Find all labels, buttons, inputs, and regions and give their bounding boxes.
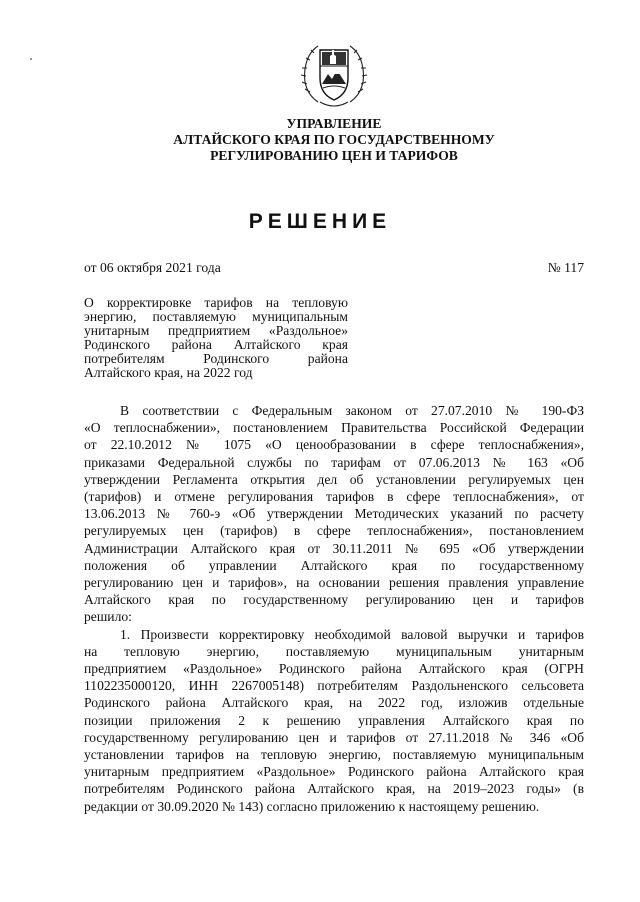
- body-line: унитарным предприятием «Раздольное» Родинского района Алтайского края: [84, 764, 584, 780]
- body-line: «О теплоснабжении», постановлением Правительства Российской Федерации: [84, 420, 584, 436]
- body-line: потребителям Родинского района Алтайского края, на 2019–2023 годы» (в: [84, 781, 584, 797]
- body-line: Алтайского края по государственному регулированию цен и тарифов: [84, 592, 584, 608]
- date-number-line: [84, 260, 584, 276]
- body-line: положения об управлении Алтайского края по государственному: [84, 557, 584, 573]
- document-date: от 06 октября 2021 года: [84, 260, 221, 275]
- document-subject: [84, 296, 348, 380]
- body-line: решило:: [84, 609, 132, 625]
- subject-line: унитарным предприятием «Раздольное»: [84, 323, 348, 338]
- body-line: приказами Федеральной службы по тарифам от 07.06.2013 № 163 «Об: [84, 454, 584, 470]
- body-line: Родинского района Алтайского края, на 2022 год, изложив отдельные: [84, 695, 584, 711]
- body-line: государственному регулированию цен и тарифов от 27.11.2018 № 346 «Об: [84, 729, 584, 745]
- body-line: Администрации Алтайского края от 30.11.2011 № 695 «Об утверждении: [84, 540, 584, 556]
- body-line: регулируемых цен (тарифов) в сфере теплоснабжения», постановлением: [84, 523, 584, 539]
- body-line: позиции приложения 2 к решению управления Алтайского края по: [84, 712, 584, 728]
- scan-speck: [30, 58, 32, 60]
- body-line: на тепловую энергию, поставляемую муниципальным унитарным: [84, 643, 584, 659]
- issuing-authority: [0, 116, 640, 164]
- body-line: редакции от 30.09.2020 № 143) согласно приложению к настоящему решению.: [84, 798, 540, 814]
- body-line: от 22.10.2012 № 1075 «О ценообразовании в сфере теплоснабжения»,: [84, 437, 584, 453]
- body-line: 1102235000120, ИНН 2267005148) потребителям Раздольненского сельсовета: [84, 678, 584, 694]
- subject-line: энергию, поставляемую муниципальным: [84, 309, 348, 324]
- document-number: № 117: [547, 260, 584, 275]
- altai-krai-coat-of-arms-icon: [298, 36, 370, 112]
- subject-line: Родинского района Алтайского края: [84, 337, 348, 352]
- body-line: предприятием «Раздольное» Родинского района Алтайского края (ОГРН: [84, 661, 584, 677]
- subject-line: Алтайского края, на 2022 год: [84, 365, 253, 380]
- body-line: утверждении Регламента открытия дел об установлении регулируемых цен: [84, 471, 584, 487]
- body-line: установлении тарифов на тепловую энергию, поставляемую муниципальным: [84, 747, 584, 763]
- document-body: [84, 402, 584, 815]
- body-line: 13.06.2013 № 760-э «Об утверждении Методических указаний по расчету: [84, 506, 584, 522]
- body-line: регулированию цен и тарифов», на основании решения правления управление: [84, 575, 584, 591]
- body-line: 1. Произвести корректировку необходимой валовой выручки и тарифов: [120, 626, 584, 642]
- body-line: (тарифов) и отмене регулирования тарифов в сфере теплоснабжения», от: [84, 489, 584, 505]
- org-line: АЛТАЙСКОГО КРАЯ ПО ГОСУДАРСТВЕННОМУ: [173, 132, 495, 147]
- subject-line: О корректировке тарифов на тепловую: [84, 295, 348, 310]
- org-line: РЕГУЛИРОВАНИЮ ЦЕН И ТАРИФОВ: [210, 148, 458, 163]
- document-title: РЕШЕНИЕ: [248, 210, 392, 233]
- org-line: УПРАВЛЕНИЕ: [286, 116, 382, 131]
- body-line: В соответствии с Федеральным законом от 27.07.2010 № 190-ФЗ: [120, 403, 584, 418]
- subject-line: потребителям Родинского района: [84, 351, 348, 366]
